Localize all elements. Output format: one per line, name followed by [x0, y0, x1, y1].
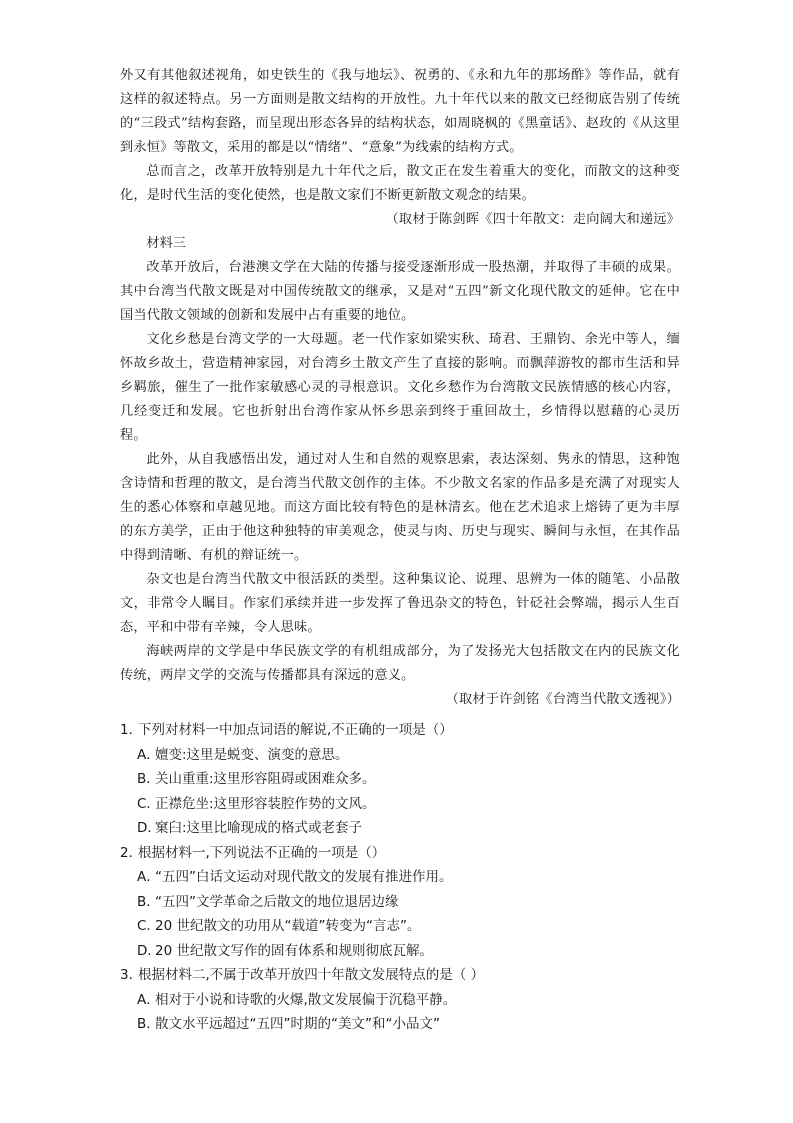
option-b [120, 767, 680, 792]
option-letter: B． [137, 771, 160, 787]
option-a [120, 988, 680, 1013]
option-d [120, 816, 680, 841]
material-three-paragraph-3: 此外，从自我感悟出发，通过对人生和自然的观察思索，表达深刻、隽永的情思，这种饱含诗情和哲理的散文，是台湾当代散文创作的主体。不少散文名家的作品多是充满了对现实人生的悉心体察和卓越见地。而这方面比较有特色的是林清玄。他在艺术追求上熔铸了更为丰厚的东方美学，正由于他这种独特的审美观念，使灵与肉、历史与现实、瞬间与永恒，在其作品中得到清晰、有机的辩证统一。 [120, 452, 680, 563]
question-text: 下列对材料一中加点词语的解说,不正确的一项是（） [138, 722, 453, 738]
material-three-paragraph-1: 改革开放后，台港澳文学在大陆的传播与接受逐渐形成一股热潮，并取得了丰硕的成果。其中台湾当代散文既是对中国传统散文的继承，又是对“五四”新文化现代散文的延伸。它在中国当代散文领域的创新和发展中占有重要的地位。 [120, 260, 680, 323]
option-c [120, 792, 680, 817]
question-number: 3． [120, 967, 143, 983]
material-two-section [120, 64, 680, 232]
material-three-section [120, 232, 680, 712]
question-stem [120, 718, 680, 743]
option-letter: B． [137, 893, 160, 910]
question-2 [120, 841, 680, 964]
questions-section [120, 718, 680, 1037]
option-letter: A． [137, 869, 160, 885]
option-text: 散文水平远超过“五四”时期的“美文”和“小品文” [155, 1016, 440, 1032]
option-text: 正襟危坐:这里形容装腔作势的文风。 [155, 795, 376, 812]
material-two-paragraph-2: 总而言之，改革开放特别是九十年代之后，散文正在发生着重大的变化，而散文的这种变化，是时代生活的变化使然，也是散文家们不断更新散文观念的结果。 [120, 164, 680, 203]
option-a [120, 743, 680, 768]
question-text: 根据材料二,不属于改革开放四十年散文发展特点的是（ ） [138, 967, 485, 983]
option-letter: A． [137, 991, 160, 1008]
option-text: 20 世纪散文的功用从“载道”转变为“言志”。 [155, 918, 421, 934]
option-text: 关山重重:这里形容阻碍或困难众多。 [155, 771, 376, 787]
material-three-paragraph-5: 海峡两岸的文学是中华民族文学的有机组成部分，为了发扬光大包括散文在内的民族文化传统，两岸文学的交流与传播都具有深远的意义。 [120, 644, 680, 683]
option-text: 相对于小说和诗歌的火爆,散文发展偏于沉稳平静。 [155, 991, 457, 1008]
option-c [120, 914, 680, 939]
material-two-paragraph-1: 外又有其他叙述视角，如史铁生的《我与地坛》、祝勇的、《永和九年的那场酢》等作品，就有这样的叙述特点。另一方面则是散文结构的开放性。九十年代以来的散文已经彻底告别了传统的“三段式”结构套路，而呈现出形态各异的结构状态，如周晓枫的《黑童话》、赵玫的《从这里到永恒》等散文，采用的都是以“情绪”、“意象”为线索的结构方式。 [120, 68, 680, 155]
option-letter: D． [137, 820, 161, 836]
option-text: “五四”文学革命之后散文的地位退居边缘 [155, 893, 399, 910]
option-text: “五四”白话文运动对现代散文的发展有推进作用。 [155, 869, 453, 885]
material-two-source: （取材于陈剑晖《四十年散文：走向阔大和递远》 [385, 212, 680, 227]
material-three-paragraph-2: 文化乡愁是台湾文学的一大母题。老一代作家如梁实秋、琦君、王鼎钧、余光中等人，缅怀故乡故土，营造精神家园，对台湾乡土散文产生了直接的影响。而飘萍游牧的都市生活和异乡羁旅，催生了一批作家敏感心灵的寻根意识。文化乡愁作为台湾散文民族情感的核心内容，几经变迁和发展。它也折射出台湾作家从怀乡思亲到终于重回故土，乡情得以慰藉的心灵历程。 [120, 332, 680, 443]
option-text: 窠臼:这里比喻现成的格式或老套子 [155, 820, 363, 836]
option-letter: C． [137, 795, 160, 812]
material-three-source: （取材于许剑铭《台湾当代散文透视》） [445, 692, 680, 707]
option-d [120, 939, 680, 964]
option-letter: A． [137, 746, 160, 763]
question-3 [120, 963, 680, 1037]
option-text: 嬗变:这里是蜕变、演变的意思。 [155, 746, 349, 763]
question-text: 根据材料一,下列说法不正确的一项是（） [138, 844, 386, 861]
option-letter: C． [137, 918, 160, 934]
option-text: 20 世纪散文写作的固有体系和规则彻底瓦解。 [155, 942, 433, 959]
question-1 [120, 718, 680, 841]
option-a [120, 865, 680, 890]
question-stem [120, 841, 680, 866]
material-three-paragraph-4: 杂文也是台湾当代散文中很活跃的类型。这种集议论、说理、思辨为一体的随笔、小品散文，非常令人瞩目。作家们承续并进一步发挥了鲁迅杂文的特色，针砭社会弊端，揭示人生百态，平和中带有辛辣，令人思味。 [120, 572, 680, 635]
material-three-heading: 材料三 [146, 236, 186, 251]
option-b [120, 890, 680, 915]
question-number: 2． [120, 844, 143, 861]
option-letter: D． [137, 942, 161, 959]
question-stem [120, 963, 680, 988]
option-b [120, 1012, 680, 1037]
question-number: 1． [120, 722, 143, 738]
option-letter: B． [137, 1016, 160, 1032]
